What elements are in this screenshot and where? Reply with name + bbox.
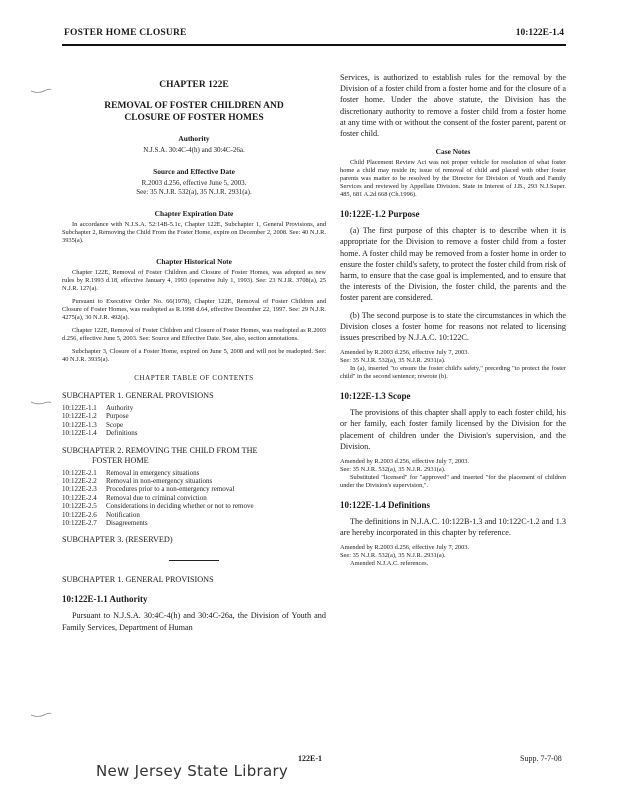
toc-list	[62, 469, 326, 528]
scan-mark	[30, 400, 52, 406]
chapter-number: CHAPTER 122E	[159, 80, 229, 90]
library-stamp: New Jersey State Library	[96, 762, 289, 780]
toc-entry-title: Removal due to criminal conviction	[106, 493, 207, 502]
toc-entry-number: 10:122E-1.2	[62, 412, 97, 421]
toc-subchapter-heading: SUBCHAPTER 3. (RESERVED)	[62, 535, 173, 545]
toc-entry-number: 10:122E-2.2	[62, 477, 97, 486]
expiration-text: In accordance with N.J.S.A. 52:14B-5.1c, Chapter 122E, Subchapter 1, General Provisions, and Subchapter 2, Removing the Child From the Foster Home, expire on December 2, 2008. See: 40 N.J.R. 3935(a).	[62, 221, 326, 244]
amendment-note: Substituted "licensed" for "approved" and inserted "for the placement of children under the Division's supervision,".	[340, 474, 566, 490]
toc-subchapter-heading-cont: FOSTER HOME	[92, 455, 149, 465]
toc-entry[interactable]	[62, 429, 326, 437]
section-text: Services, is authorized to establish rules for the removal by the Division of a foster child from a foster home and for the closure of a foster home. Under the above statute, the Division has the discretionary authority to remove a foster child from a foster home at any time with or without the consent of the foster parent, parent or foster child.	[340, 73, 566, 139]
toc-entry[interactable]	[62, 502, 326, 510]
authority-heading: Authority	[178, 134, 210, 143]
amendment-note: Amended N.J.A.C. references.	[350, 560, 429, 568]
toc-list	[62, 404, 326, 438]
toc-subchapter-heading: SUBCHAPTER 1. GENERAL PROVISIONS	[62, 391, 214, 400]
case-notes-heading: Case Notes	[435, 147, 471, 157]
case-notes-text: Child Placement Review Act was not proper vehicle for resolution of what foster home a child may reside in; issue of removal of child and placed with other foster parents was matter to be resolved by the Director for Division of Youth and Family Services and reviewed by Appellate Division. State in Interest of J.B., 293 N.J.Super. 485, 681 A.2d 668 (Ch.1996).	[340, 159, 566, 199]
toc-entry-title: Scope	[106, 420, 124, 429]
toc-subchapter-heading: SUBCHAPTER 2. REMOVING THE CHILD FROM THE	[62, 445, 258, 455]
source-text: R.2003 d.256, effective June 5, 2003.	[141, 179, 247, 187]
toc-entry-number: 10:122E-2.6	[62, 510, 97, 519]
amendment-note: See: 35 N.J.R. 532(a), 35 N.J.R. 2931(a).	[340, 552, 446, 560]
toc-heading: CHAPTER TABLE OF CONTENTS	[134, 374, 254, 382]
header-title: FOSTER HOME CLOSURE	[64, 28, 187, 38]
toc-entry-title: Removal in non-emergency situations	[106, 477, 213, 486]
expiration-heading: Chapter Expiration Date	[154, 209, 234, 218]
history-note: Chapter 122E, Removal of Foster Children and Closure of Foster Homes, was readopted as R.2003 d.256, effective June 5, 2003. See: Source and Effective Date. See, also, section annotations.	[62, 327, 326, 342]
toc-entry-number: 10:122E-2.4	[62, 493, 97, 502]
toc-entry-title: Disagreements	[106, 519, 148, 528]
toc-entry[interactable]	[62, 477, 326, 485]
scan-mark	[30, 712, 52, 718]
authority-text: N.J.S.A. 30:4C-4(h) and 30:4C-26a.	[143, 146, 245, 154]
supplement-date: Supp. 7-7-08	[520, 754, 562, 763]
chapter-title: REMOVAL OF FOSTER CHILDREN AND CLOSURE OF FOSTER HOMES	[104, 101, 284, 123]
left-column	[62, 72, 326, 633]
toc-entry[interactable]	[62, 404, 326, 412]
toc-entry-title: Purpose	[106, 412, 129, 421]
toc-entry[interactable]	[62, 469, 326, 477]
history-note: Pursuant to Executive Order No. 66(1978), Chapter 122E, Removal of Foster Children and Closure of Foster Homes, was readopted as R.1998 d.64, effective December 22, 1997. See: 29 N.J.R. 4275(a), 30 N.J.R. 492(a).	[62, 298, 326, 321]
history-note: Chapter 122E, Removal of Foster Children and Closure of Foster Homes, was adopted as new rules by R.1993 d.18, effective January 4, 1993 (operative July 1, 1993). See: 23 N.J.R. 3708(a), 25 N.J.R. 127(a).	[62, 269, 326, 292]
toc-entry[interactable]	[62, 485, 326, 493]
toc-entry-number: 10:122E-2.3	[62, 485, 97, 494]
scan-mark	[30, 88, 52, 94]
toc-entry[interactable]	[62, 511, 326, 519]
history-heading: Chapter Historical Note	[156, 257, 232, 266]
toc-entry[interactable]	[62, 519, 326, 527]
running-header	[64, 28, 564, 44]
history-note: Subchapter 3, Closure of a Foster Home, expired on June 5, 2008 and will not be readopted. See: 40 N.J.R. 3935(a).	[62, 348, 326, 363]
header-rule	[62, 44, 566, 46]
section-heading: 10:122E-1.2 Purpose	[340, 209, 420, 220]
section-heading: 10:122E-1.1 Authority	[62, 594, 148, 605]
toc-entry-number: 10:122E-1.3	[62, 420, 97, 429]
toc-entry-title: Notification	[106, 510, 140, 519]
toc-entry-number: 10:122E-2.7	[62, 519, 97, 528]
section-text: Pursuant to N.J.S.A. 30:4C-4(h) and 30:4C-26a, the Division of Youth and Family Services, Department of Human	[62, 611, 326, 632]
toc-entry[interactable]	[62, 421, 326, 429]
header-section-number: 10:122E-1.4	[515, 28, 564, 38]
toc-entry-number: 10:122E-1.1	[62, 404, 97, 412]
section-text: The provisions of this chapter shall apply to each foster child, his or her family, each foster family licensed by the Division for the placement of children under the Division's supervision, and the Division.	[340, 408, 566, 451]
toc-entry-title: Definitions	[106, 429, 138, 438]
toc-entry-number: 10:122E-2.5	[62, 502, 97, 511]
toc-entry-title: Authority	[106, 404, 134, 412]
toc-entry-number: 10:122E-1.4	[62, 429, 97, 438]
toc-entry-title: Considerations in deciding whether or not to remove	[106, 502, 254, 511]
amendment-note: See: 35 N.J.R. 532(a), 35 N.J.R. 2931(a).	[340, 357, 446, 365]
section-text: (b) The second purpose is to state the circumstances in which the Division closes a foster home for reasons not related to licensing issues prescribed by N.J.A.C. 10:122C.	[340, 310, 566, 343]
source-heading: Source and Effective Date	[153, 167, 235, 176]
right-column	[340, 72, 566, 568]
amendment-note: Amended by R.2003 d.256, effective July 7, 2003.	[340, 458, 470, 466]
amendment-note: In (a), inserted "to ensure the foster child's safety," preceding "to protect the foster child" in the second sentence; rewrote (b).	[340, 365, 566, 381]
amendment-note: See: 35 N.J.R. 532(a), 35 N.J.R. 2931(a).	[340, 466, 446, 474]
amendment-note: Amended by R.2003 d.256, effective July 7, 2003.	[340, 349, 470, 357]
section-heading: 10:122E-1.4 Definitions	[340, 500, 430, 511]
section-heading: 10:122E-1.3 Scope	[340, 391, 411, 402]
subchapter-heading: SUBCHAPTER 1. GENERAL PROVISIONS	[62, 575, 214, 585]
section-text: (a) The first purpose of this chapter is to describe when it is appropriate for the Division to remove a foster child from a foster home. A foster child may be removed from a foster home in order to ensure the foster child's safety, to protect the foster child from risk of harm, to ensure that the case goal is implemented, and to ensure that the interests of the Division, the foster child, the parents and the foster parent are considered.	[340, 226, 566, 303]
toc-entry-number: 10:122E-2.1	[62, 468, 97, 477]
toc-entry[interactable]	[62, 412, 326, 420]
toc-entry-title: Procedures prior to a non-emergency removal	[106, 485, 235, 494]
source-text: See: 35 N.J.R. 532(a), 35 N.J.R. 2931(a).	[136, 188, 252, 196]
toc-entry-title: Removal in emergency situations	[106, 468, 200, 477]
page-number: 122E-1	[298, 754, 322, 763]
amendment-note: Amended by R.2003 d.256, effective July 7, 2003.	[340, 544, 470, 552]
section-divider	[169, 560, 219, 561]
toc-entry[interactable]	[62, 494, 326, 502]
section-text: The definitions in N.J.A.C. 10:122B-1.3 and 10:122C-1.2 and 1.3 are hereby incorporated in this chapter by reference.	[340, 517, 566, 538]
